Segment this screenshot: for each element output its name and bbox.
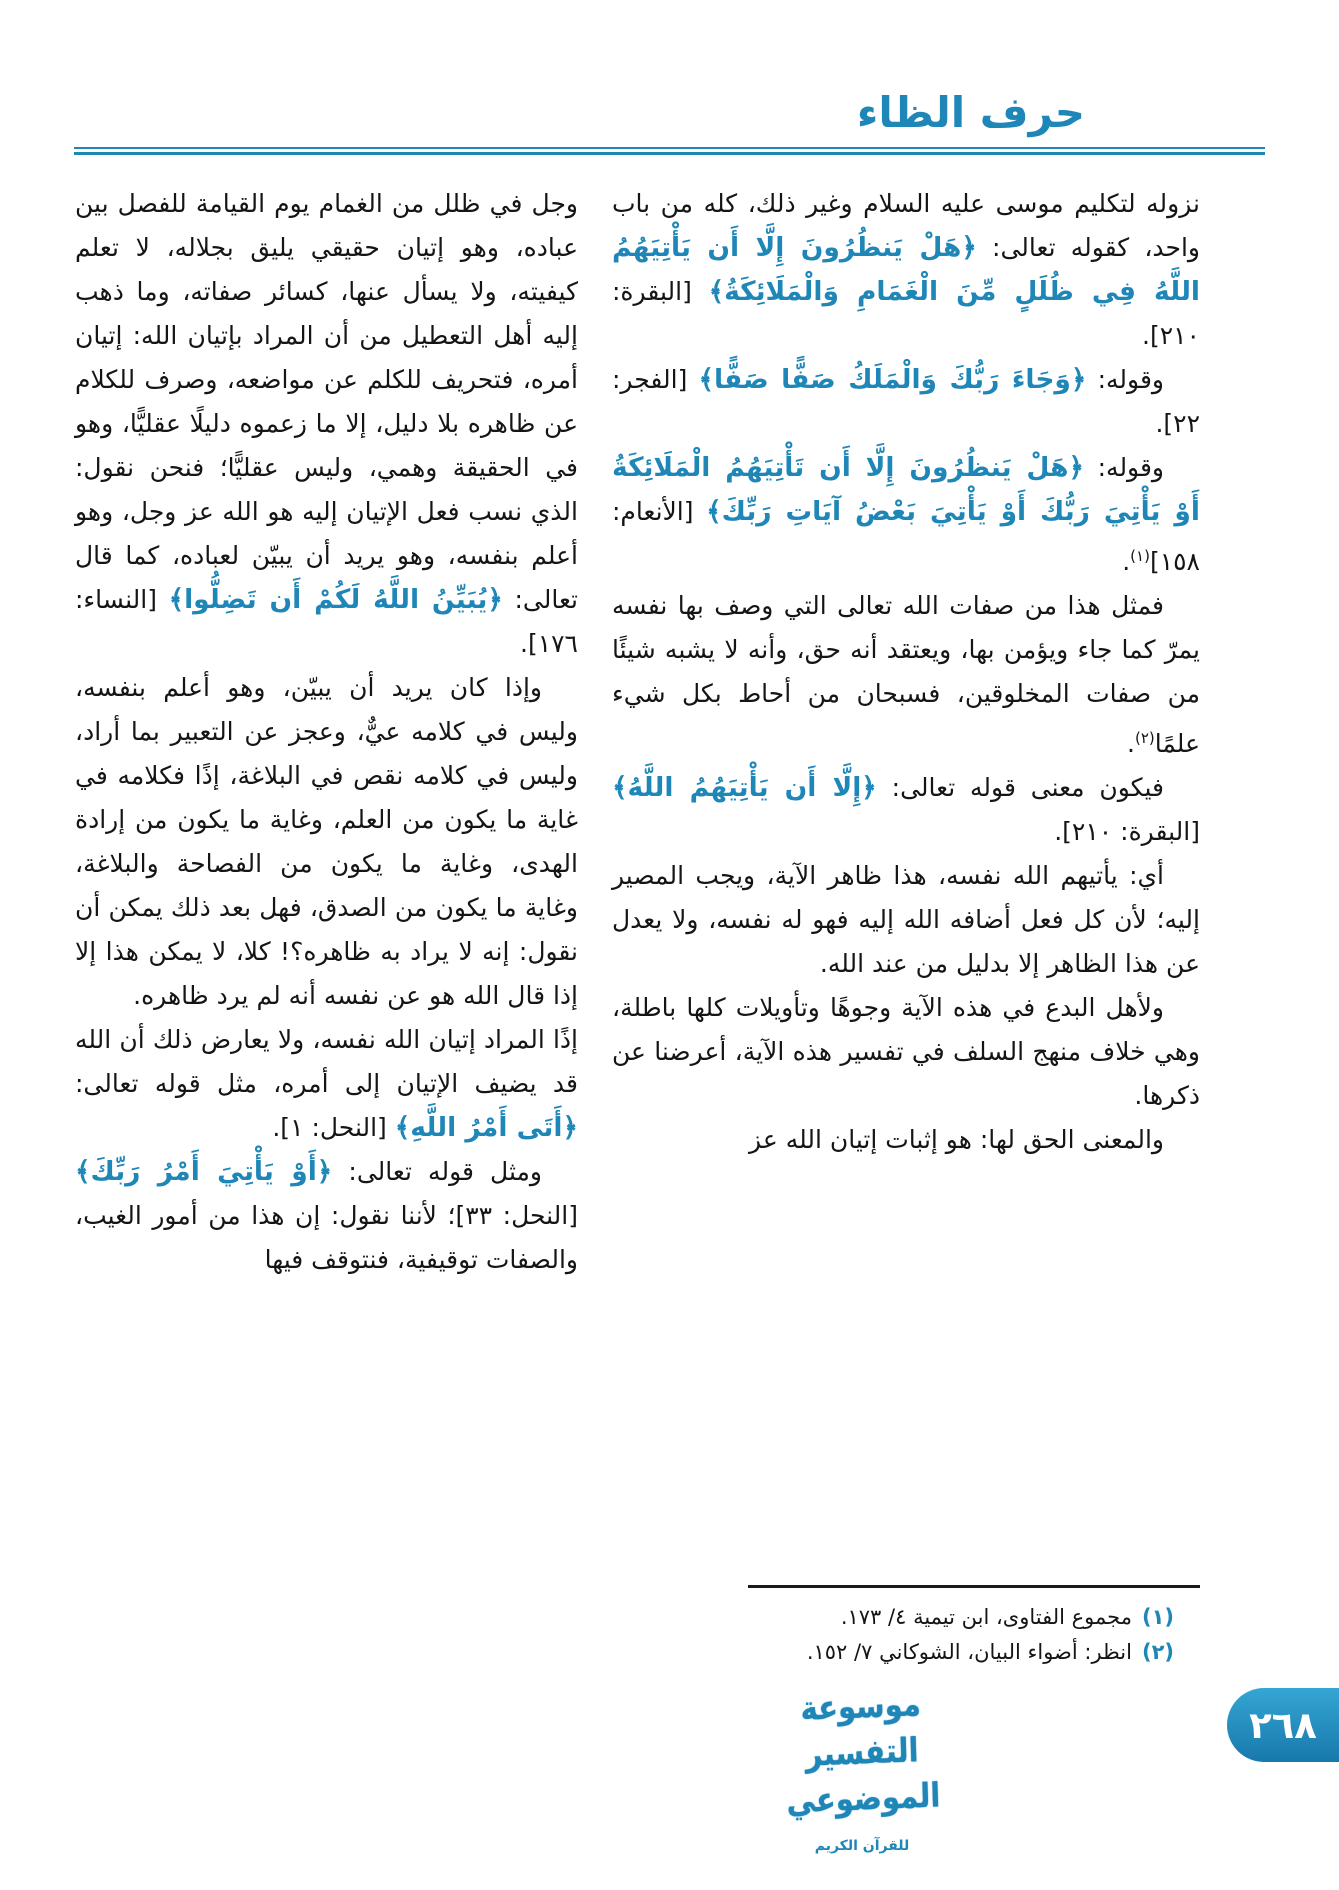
body-text: وقوله: xyxy=(1086,365,1164,394)
body-text: والمعنى الحق لها: هو إثبات إتيان الله عز xyxy=(749,1125,1164,1154)
body-text: . xyxy=(1127,729,1135,758)
column-right-paragraphs xyxy=(612,182,1200,1162)
quran-verse: ﴿وَجَاءَ رَبُّكَ وَالْمَلَكُ صَفًّا صَفًّا﴾ xyxy=(698,364,1087,395)
page-number-badge: ٢٦٨ xyxy=(1227,1688,1339,1762)
body-text: [الفجر: ٢٢]. xyxy=(612,365,1200,438)
quran-verse: ﴿إِلَّا أَن يَأْتِيَهُمُ اللَّهُ﴾ xyxy=(612,772,877,803)
footnote-text: انظر: أضواء البيان، الشوكاني ٧/ ١٥٢. xyxy=(806,1640,1132,1664)
header-divider-thin xyxy=(74,147,1265,149)
paragraph xyxy=(612,1118,1200,1162)
body-text: وجل في ظلل من الغمام يوم القيامة للفصل بين عباده، وهو إتيان حقيقي يليق بجلاله، لا تعلم كيفيته، ولا يسأل عنها، كسائر صفاته، وما ذهب إليه أهل التعطيل من أن المراد بإتيان الله: إتيان أمره، فتحريف للكلم عن مواضعه، وصرف للكلام عن ظاهره بلا دليل، إلا ما زعموه دليلًا عقليًّا، وهو في الحقيقة وهمي، وليس عقليًّا؛ فنحن نقول: الذي نسب فعل الإتيان إليه هو الله عز وجل، وهو أعلم بنفسه، وهو يريد أن يبيّن لعباده، كما قال تعالى: xyxy=(75,189,578,614)
paragraph xyxy=(612,358,1200,446)
footnote-list xyxy=(612,1600,1200,1670)
body-text: [البقرة: ٢١٠]. xyxy=(1054,817,1200,846)
body-text: أي: يأتيهم الله نفسه، هذا ظاهر الآية، ويجب المصير إليه؛ لأن كل فعل أضافه الله إليه فهو له نفسه، ولا يعدل عن هذا الظاهر إلا بدليل من عند الله. xyxy=(612,861,1200,978)
paragraph xyxy=(75,666,578,1018)
body-text: فيكون معنى قوله تعالى: xyxy=(876,773,1164,802)
footnote xyxy=(612,1600,1200,1635)
body-text: وإذا كان يريد أن يبيّن، وهو أعلم بنفسه، وليس في كلامه عيٌّ، وعجز عن التعبير بما أراد، وليس في كلامه نقص في البلاغة، إذًا فكلامه في غاية ما يكون من العلم، وغاية ما يكون من إرادة الهدى، وغاية ما يكون من الفصاحة والبلاغة، وغاية ما يكون من الصدق، فهل بعد ذلك يمكن أن نقول: إنه لا يراد به ظاهره؟! كلا، لا يمكن هذا إلا إذا قال الله هو عن نفسه أنه لم يرد ظاهره. xyxy=(75,673,578,1010)
body-text: ولأهل البدع في هذه الآية وجوهًا وتأويلات كلها باطلة، وهي خلاف منهج السلف في تفسير هذه الآية، أعرضنا عن ذكرها. xyxy=(612,993,1200,1110)
paragraph xyxy=(612,584,1200,766)
paragraph xyxy=(75,182,578,666)
footnote-divider xyxy=(748,1585,1200,1588)
body-text: [النساء: ١٧٦]. xyxy=(75,585,578,658)
paragraph xyxy=(612,986,1200,1118)
body-text: [البقرة: ٢١٠]. xyxy=(612,277,1200,350)
paragraph xyxy=(75,1018,578,1150)
quran-verse: ﴿أَوْ يَأْتِيَ أَمْرُ رَبِّكَ﴾ xyxy=(75,1156,333,1187)
column-left xyxy=(75,182,578,1282)
footnote-text: مجموع الفتاوى، ابن تيمية ٤/ ١٧٣. xyxy=(840,1605,1132,1629)
body-text: [النحل: ٣٣]؛ لأننا نقول: إن هذا من أمور الغيب، والصفات توقيفية، فنتوقف فيها xyxy=(75,1201,578,1274)
column-left-paragraphs xyxy=(75,182,578,1282)
paragraph xyxy=(612,766,1200,854)
footnotes-block xyxy=(612,1567,1200,1670)
quran-verse: ﴿أَتَى أَمْرُ اللَّهِ﴾ xyxy=(394,1112,578,1143)
footnote-number: (١) xyxy=(1141,1605,1174,1629)
text-columns xyxy=(75,182,1200,1670)
body-text: وقوله: xyxy=(1084,453,1164,482)
publisher-logo xyxy=(757,1684,967,1854)
body-text: فمثل هذا من صفات الله تعالى التي وصف بها نفسه يمرّ كما جاء ويؤمن بها، ويعتقد أنه حق، وأنه لا يشبه شيئًا من صفات المخلوقين، فسبحان من أحاط بكل شيء علمًا xyxy=(612,591,1200,758)
header-divider-thick xyxy=(74,152,1265,155)
publisher-logo-title: موسوعة التفسير الموضوعي xyxy=(785,1684,941,1821)
footnote xyxy=(612,1635,1200,1670)
column-right xyxy=(612,182,1200,1670)
paragraph xyxy=(612,182,1200,358)
body-text: . xyxy=(1122,547,1131,576)
chapter-title: حرف الظاء xyxy=(856,88,1085,137)
footnote-marker: (٢) xyxy=(1134,729,1155,747)
paragraph xyxy=(612,854,1200,986)
paragraph xyxy=(75,1150,578,1282)
paragraph xyxy=(612,446,1200,584)
quran-verse: ﴿هَلْ يَنظُرُونَ إِلَّا أَن تَأْتِيَهُمُ الْمَلَائِكَةُ أَوْ يَأْتِيَ رَبُّكَ أَوْ يَأْتِيَ بَعْضُ آيَاتِ رَبِّكَ﴾ xyxy=(612,452,1200,527)
body-text: ومثل قوله تعالى: xyxy=(332,1157,542,1186)
quran-verse: ﴿يُبَيِّنُ اللَّهُ لَكُمْ أَن تَضِلُّوا﴾ xyxy=(168,584,503,615)
publisher-logo-subtitle: للقرآن الكريم xyxy=(814,1838,910,1854)
body-text: [النحل: ١]. xyxy=(272,1113,395,1142)
body-text: إذًا المراد إتيان الله نفسه، ولا يعارض ذلك أن الله قد يضيف الإتيان إلى أمره، مثل قوله تعالى: xyxy=(75,1025,578,1098)
body-text: نزوله لتكليم موسى عليه السلام وغير ذلك، كله من باب واحد، كقوله تعالى: xyxy=(612,189,1200,262)
footnote-number: (٢) xyxy=(1141,1640,1174,1664)
quran-verse: ﴿هَلْ يَنظُرُونَ إِلَّا أَن يَأْتِيَهُمُ اللَّهُ فِي ظُلَلٍ مِّنَ الْغَمَامِ وَالْمَلَائِكَةُ﴾ xyxy=(612,232,1200,307)
body-text: [الأنعام: ١٥٨] xyxy=(612,497,1200,576)
footnote-marker: (١) xyxy=(1130,547,1150,565)
